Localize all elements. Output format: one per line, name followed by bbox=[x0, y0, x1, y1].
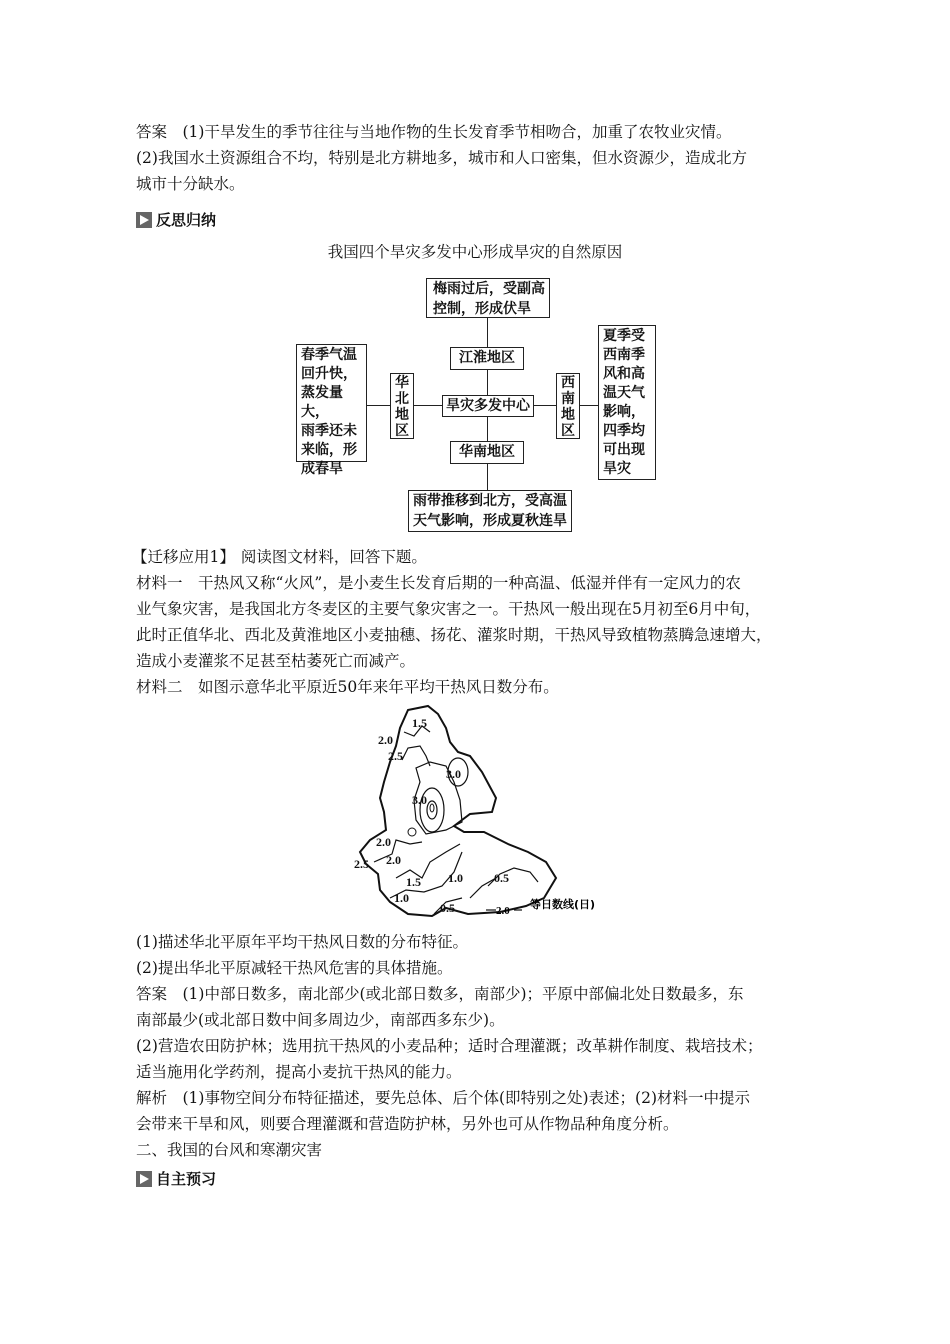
west-cause-line: 蒸发量大， bbox=[301, 385, 343, 420]
answer-line-3: 城市十分缺水。 bbox=[136, 175, 245, 193]
east-region-char: 区 bbox=[561, 423, 575, 439]
question-1: (1)描述华北平原年平均干热风日数的分布特征。 bbox=[136, 933, 468, 951]
west-region-char: 北 bbox=[395, 391, 409, 407]
section-reflect-label: 反思归纳 bbox=[156, 211, 217, 229]
north-cause-box bbox=[426, 278, 550, 318]
contour-label: 1.5 bbox=[412, 716, 427, 730]
west-region-char: 华 bbox=[395, 375, 409, 391]
practice-line bbox=[132, 545, 427, 569]
contour-label: 2.0 bbox=[386, 853, 401, 867]
contour-line bbox=[430, 804, 434, 812]
diagram-title: 我国四个旱灾多发中心形成旱灾的自然原因 bbox=[327, 243, 623, 261]
answer-line-2: (2)我国水土资源组合不均，特别是北方耕地多，城市和人口密集，但水资源少，造成北方 bbox=[136, 149, 747, 167]
section2-title: 二、我国的台风和寒潮灾害 bbox=[136, 1141, 323, 1159]
contour-label: 3.0 bbox=[446, 767, 461, 781]
analysis-line-2: 会带来干旱和风，则要合理灌溉和营造防护林，另外也可从作物品种角度分析。 bbox=[136, 1115, 679, 1133]
play-triangle-icon bbox=[136, 1171, 152, 1187]
section-reflect-heading bbox=[136, 209, 216, 230]
south-cause-box bbox=[408, 490, 572, 532]
north-cause-line: 梅雨过后，受副高 bbox=[433, 281, 545, 297]
contour-label: 3.0 bbox=[412, 793, 427, 807]
material1-line-3: 此时正值华北、西北及黄淮地区小麦抽穗、扬花、灌浆时期，干热风导致植物蒸腾急速增大， bbox=[136, 626, 772, 644]
contour-label: 0.5 bbox=[494, 871, 509, 885]
east-cause-line: 西南季 bbox=[603, 347, 645, 363]
material2-line: 材料二 如图示意华北平原近50年来年平均干热风日数分布。 bbox=[136, 678, 559, 696]
legend-value: 2.0 bbox=[496, 905, 510, 917]
contour-line bbox=[408, 828, 416, 836]
contour-label: 2.0 bbox=[378, 733, 393, 747]
contour-line bbox=[470, 878, 496, 898]
contour-label: 1.0 bbox=[394, 891, 409, 905]
east-cause-line: 旱灾 bbox=[603, 461, 631, 477]
material1-line-1: 材料一 干热风又称“火风”，是小麦生长发育后期的一种高温、低湿并伴有一定风力的农 bbox=[136, 574, 741, 592]
answer2-line-1: 答案 (1)中部日数多，南北部少(或北部日数多，南部少)；平原中部偏北处日数最多，东 bbox=[136, 985, 744, 1003]
contour-label: 2.5 bbox=[388, 749, 403, 763]
north-region-box: 江淮地区 bbox=[450, 347, 524, 370]
east-cause-line: 四季均 bbox=[603, 423, 645, 439]
practice-heading: 【迁移应用1】 bbox=[132, 548, 235, 566]
answer2-line-2: 南部最少(或北部日数中间多周边少，南部西多东少)。 bbox=[136, 1011, 505, 1029]
east-region-char: 地 bbox=[561, 407, 575, 423]
west-cause-line: 雨季还未 bbox=[301, 423, 357, 439]
answer2-line-4: 适当施用化学药剂，提高小麦抗干热风的能力。 bbox=[136, 1063, 462, 1081]
east-cause-line: 温天气 bbox=[603, 385, 645, 401]
south-cause-line: 雨带推移到北方，受高温 bbox=[413, 493, 567, 509]
north-cause-line: 控制，形成伏旱 bbox=[433, 301, 531, 317]
section-preview-heading bbox=[136, 1168, 216, 1189]
east-cause-line: 影响， bbox=[603, 404, 645, 420]
section-preview-label: 自主预习 bbox=[156, 1170, 217, 1188]
center-box: 旱灾多发中心 bbox=[442, 395, 534, 417]
contour-label: 0.5 bbox=[440, 901, 455, 915]
hot-wind-map bbox=[350, 702, 610, 922]
east-cause-line: 可出现 bbox=[603, 442, 645, 458]
east-region-box bbox=[556, 373, 580, 439]
contour-label: 2.5 bbox=[354, 857, 369, 871]
material1-line-4: 造成小麦灌浆不足甚至枯萎死亡而减产。 bbox=[136, 652, 416, 670]
analysis-line-1: 解析 (1)事物空间分布特征描述，要先总体、后个体(即特别之处)表述；(2)材料一中提示 bbox=[136, 1089, 751, 1107]
west-cause-box bbox=[296, 344, 367, 477]
material1-line-2: 业气象灾害，是我国北方冬麦区的主要气象灾害之一。干热风一般出现在5月初至6月中旬， bbox=[136, 600, 761, 618]
west-region-box bbox=[390, 373, 414, 439]
south-cause-line: 天气影响，形成夏秋连旱 bbox=[413, 513, 567, 529]
west-region-char: 地 bbox=[395, 407, 409, 423]
east-region-char: 西 bbox=[561, 375, 575, 391]
answer-line-1: 答案 (1)干旱发生的季节往往与当地作物的生长发育季节相吻合，加重了农牧业灾情。 bbox=[136, 123, 732, 141]
west-cause-line: 回升快， bbox=[301, 366, 357, 382]
east-region-char: 南 bbox=[561, 391, 575, 407]
east-cause-box bbox=[598, 325, 656, 480]
legend-text: 等日数线(日) bbox=[530, 898, 596, 911]
answer2-line-3: (2)营造农田防护林；选用抗干热风的小麦品种；适时合理灌溉；改革耕作制度、栽培技术； bbox=[136, 1037, 763, 1055]
contour-label: 1.5 bbox=[406, 875, 421, 889]
west-cause-line: 春季气温 bbox=[301, 347, 357, 363]
west-cause-line: 来临，形 bbox=[301, 442, 357, 458]
play-triangle-icon bbox=[136, 212, 152, 228]
contour-line bbox=[402, 746, 430, 766]
west-region-char: 区 bbox=[395, 423, 409, 439]
practice-prompt: 阅读图文材料，回答下题。 bbox=[240, 548, 427, 566]
contour-label: 1.0 bbox=[448, 871, 463, 885]
question-2: (2)提出华北平原减轻干热风危害的具体措施。 bbox=[136, 959, 453, 977]
east-cause-line: 风和高 bbox=[603, 366, 645, 382]
south-region-box: 华南地区 bbox=[450, 441, 524, 464]
contour-label: 2.0 bbox=[376, 835, 391, 849]
west-cause-line: 成春旱 bbox=[301, 461, 343, 477]
east-cause-line: 夏季受 bbox=[603, 328, 645, 344]
